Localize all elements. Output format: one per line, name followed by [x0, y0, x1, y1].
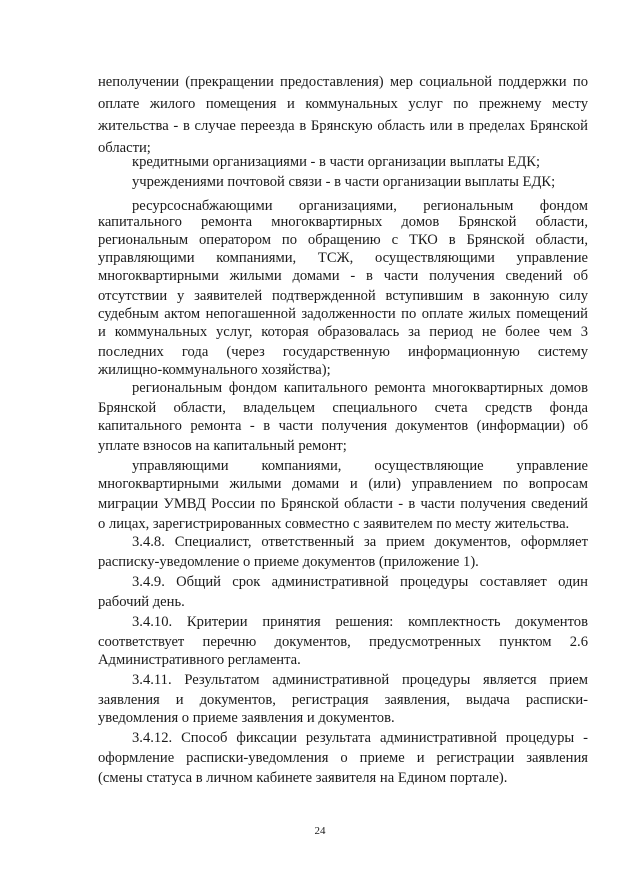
- text-line: кредитными организациями - в части организации выплаты ЕДК;: [132, 154, 541, 170]
- text-line: уплате взносов на капитальный ремонт;: [98, 438, 347, 454]
- text-line: оформление расписки-уведомления о приеме и регистрации заявления: [98, 750, 588, 766]
- text-line: учреждениями почтовой связи - в части организации выплаты ЕДК;: [132, 174, 556, 190]
- text-line: жительства - в случае переезда в Брянскую область или в пределах Брянской: [98, 118, 588, 134]
- text-line: ресурсоснабжающими организациями, региональным фондом: [132, 198, 588, 214]
- text-line: о лицах, зарегистрированных совместно с заявителем по месту жительства.: [98, 516, 570, 532]
- text-line: многоквартирными жилыми домами - в части получения сведений об: [98, 268, 588, 284]
- text-line: Брянской области, владельцем специального счета средств фонда: [98, 400, 588, 416]
- text-line: капитального ремонта многоквартирных домов Брянской области,: [98, 214, 588, 230]
- text-line: уведомления о приеме заявления и документов.: [98, 710, 395, 726]
- text-line: 3.4.11. Результатом административной процедуры является прием: [132, 672, 588, 688]
- text-line: жилищно-коммунального хозяйства);: [98, 362, 331, 378]
- text-line: региональным оператором по обращению с ТКО в Брянской области,: [98, 232, 588, 248]
- text-line: 3.4.8. Специалист, ответственный за прием документов, оформляет: [132, 534, 588, 550]
- text-line: рабочий день.: [98, 594, 185, 610]
- text-line: и коммунальных услуг, которая образовалась за период не более чем 3: [98, 324, 588, 340]
- text-line: заявления и документов, регистрация заявления, выдача расписки-: [98, 692, 588, 708]
- text-line: неполучении (прекращении предоставления) мер социальной поддержки по: [98, 74, 588, 90]
- text-line: капитального ремонта - в части получения документов (информации) об: [98, 418, 588, 434]
- text-line: миграции УМВД России по Брянской области - в части получения сведений: [98, 496, 588, 512]
- text-line: последних года (через государственную информационную систему: [98, 344, 588, 360]
- text-line: 3.4.12. Способ фиксации результата административной процедуры -: [132, 730, 588, 746]
- text-line: 3.4.10. Критерии принятия решения: комплектность документов: [132, 614, 588, 630]
- text-line: области;: [98, 140, 151, 156]
- text-line: отсутствии у заявителей подтвержденной вступившим в законную силу: [98, 288, 588, 304]
- text-line: управляющими компаниями, ТСЖ, осуществляющими управление: [98, 250, 588, 266]
- text-line: судебным актом непогашенной задолженности по оплате жилых помещений: [98, 306, 588, 322]
- text-line: расписку-уведомление о приеме документов (приложение 1).: [98, 554, 479, 570]
- text-line: Административного регламента.: [98, 652, 301, 668]
- page-number: 24: [314, 825, 326, 837]
- text-line: региональным фондом капитального ремонта многоквартирных домов: [132, 380, 588, 396]
- text-line: соответствует перечню документов, предусмотренных пунктом 2.6: [98, 634, 588, 650]
- text-line: 3.4.9. Общий срок административной процедуры составляет один: [132, 574, 588, 590]
- text-line: (смены статуса в личном кабинете заявителя на Едином портале).: [98, 770, 508, 786]
- text-line: многоквартирными жилыми домами и (или) управлением по вопросам: [98, 476, 588, 492]
- text-line: оплате жилого помещения и коммунальных услуг по прежнему месту: [98, 96, 588, 112]
- text-line: управляющими компаниями, осуществляющие управление: [132, 458, 588, 474]
